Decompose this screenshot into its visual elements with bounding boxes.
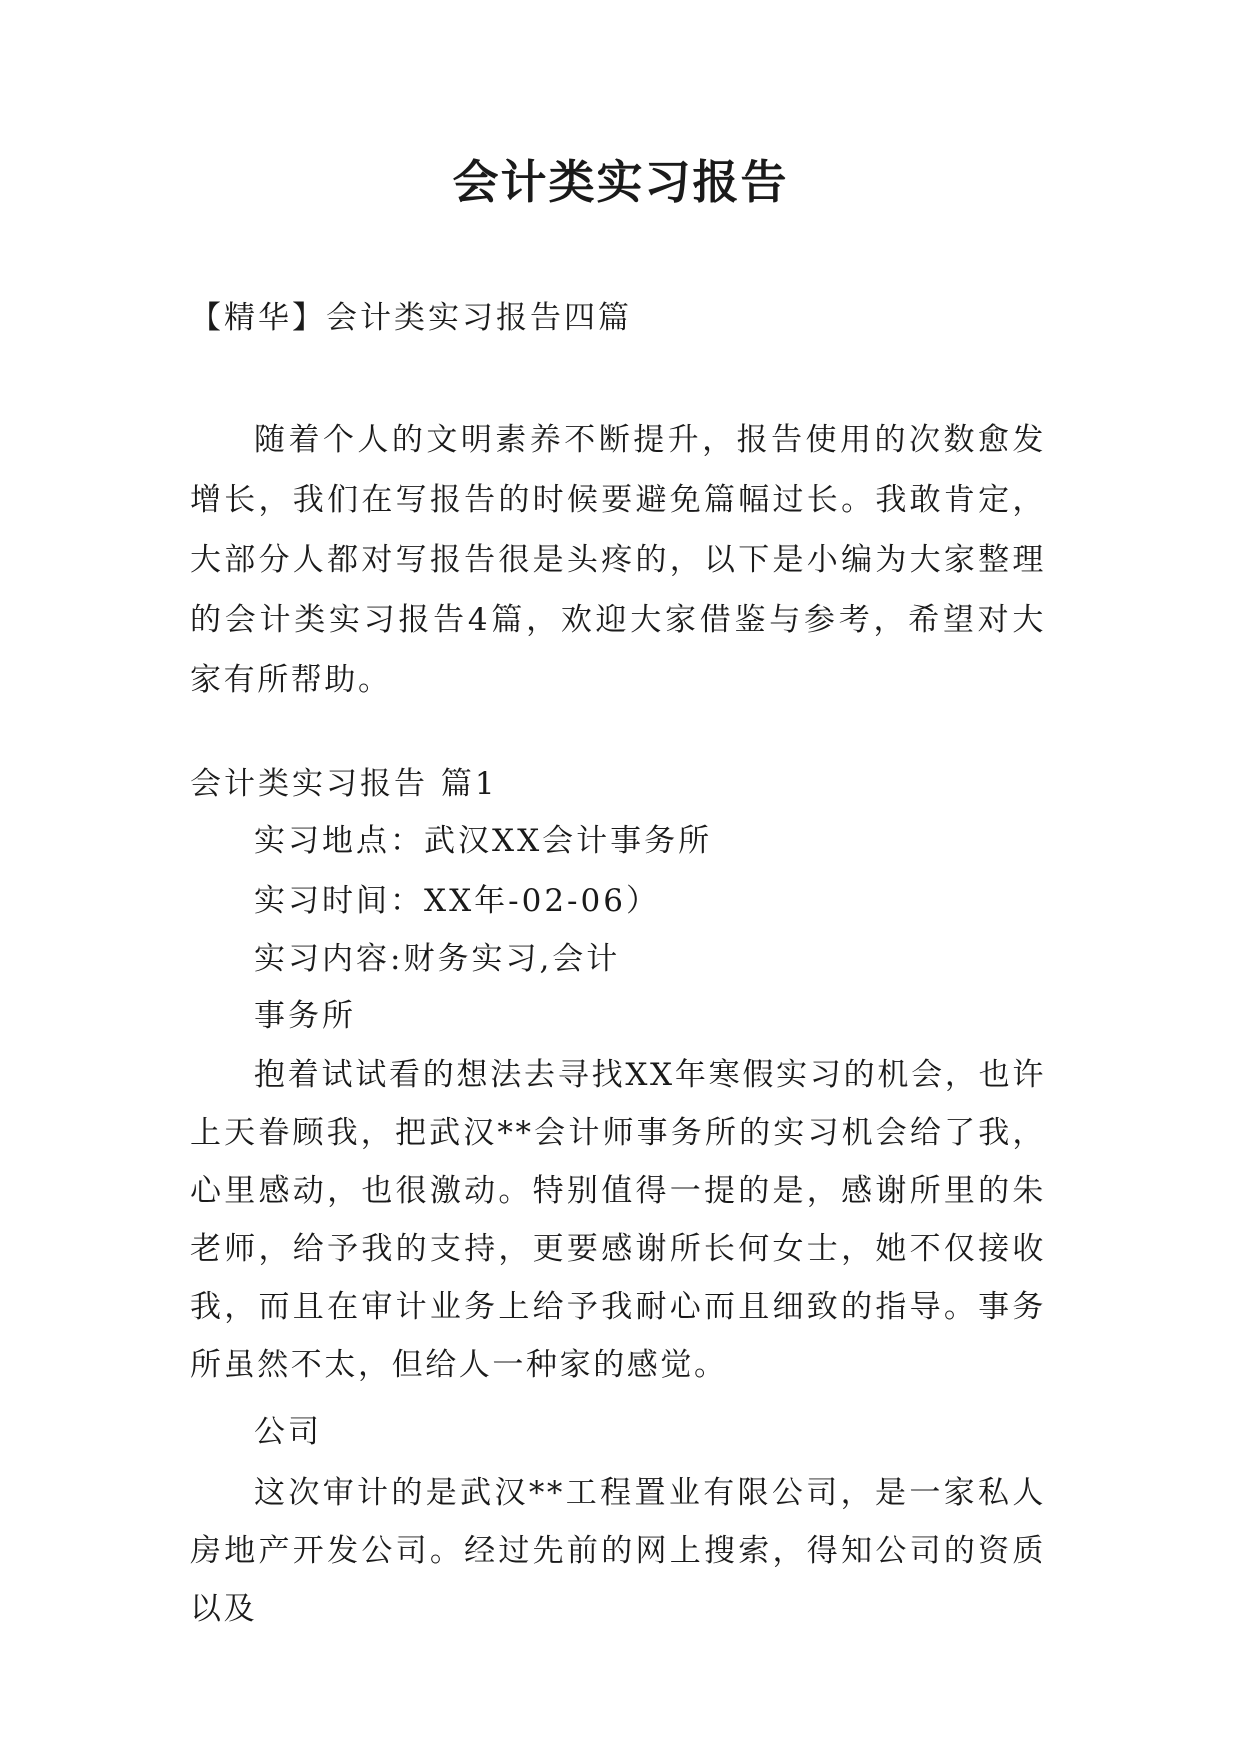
company-paragraph: 这次审计的是武汉**工程置业有限公司，是一家私人房地产开发公司。经过先前的网上搜索，得知公司的资质以及 [190,1475,1046,1627]
internship-location: 实习地点：武汉XX会计事务所 [254,823,713,859]
document-title: 会计类实习报告 [452,155,789,209]
firm-paragraph: 抱着试试看的想法去寻找XX年寒假实习的机会，也许上天眷顾我，把武汉**会计师事务所的实习机会给了我，心里感动，也很激动。特别值得一提的是，感谢所里的朱老师，给予我的支持，更要感谢所长何女士，她不仅接收我，而且在审计业务上给予我耐心而且细致的指导。事务所虽然不太，但给人一种家的感觉。 [190,1057,1046,1383]
intro-paragraph: 随着个人的文明素养不断提升，报告使用的次数愈发增长，我们在写报告的时候要避免篇幅过长。我敢肯定，大部分人都对写报告很是头疼的，以下是小编为大家整理的会计类实习报告4篇，欢迎大家借鉴与参考，希望对大家有所帮助。 [190,422,1046,698]
internship-content: 实习内容:财务实习,会计 [254,941,621,977]
document-subtitle: 【精华】会计类实习报告四篇 [190,300,632,336]
company-heading: 公司 [254,1414,322,1450]
firm-heading: 事务所 [254,998,356,1034]
section-heading: 会计类实习报告 篇1 [190,766,498,802]
internship-time: 实习时间：XX年-02-06） [254,883,660,919]
